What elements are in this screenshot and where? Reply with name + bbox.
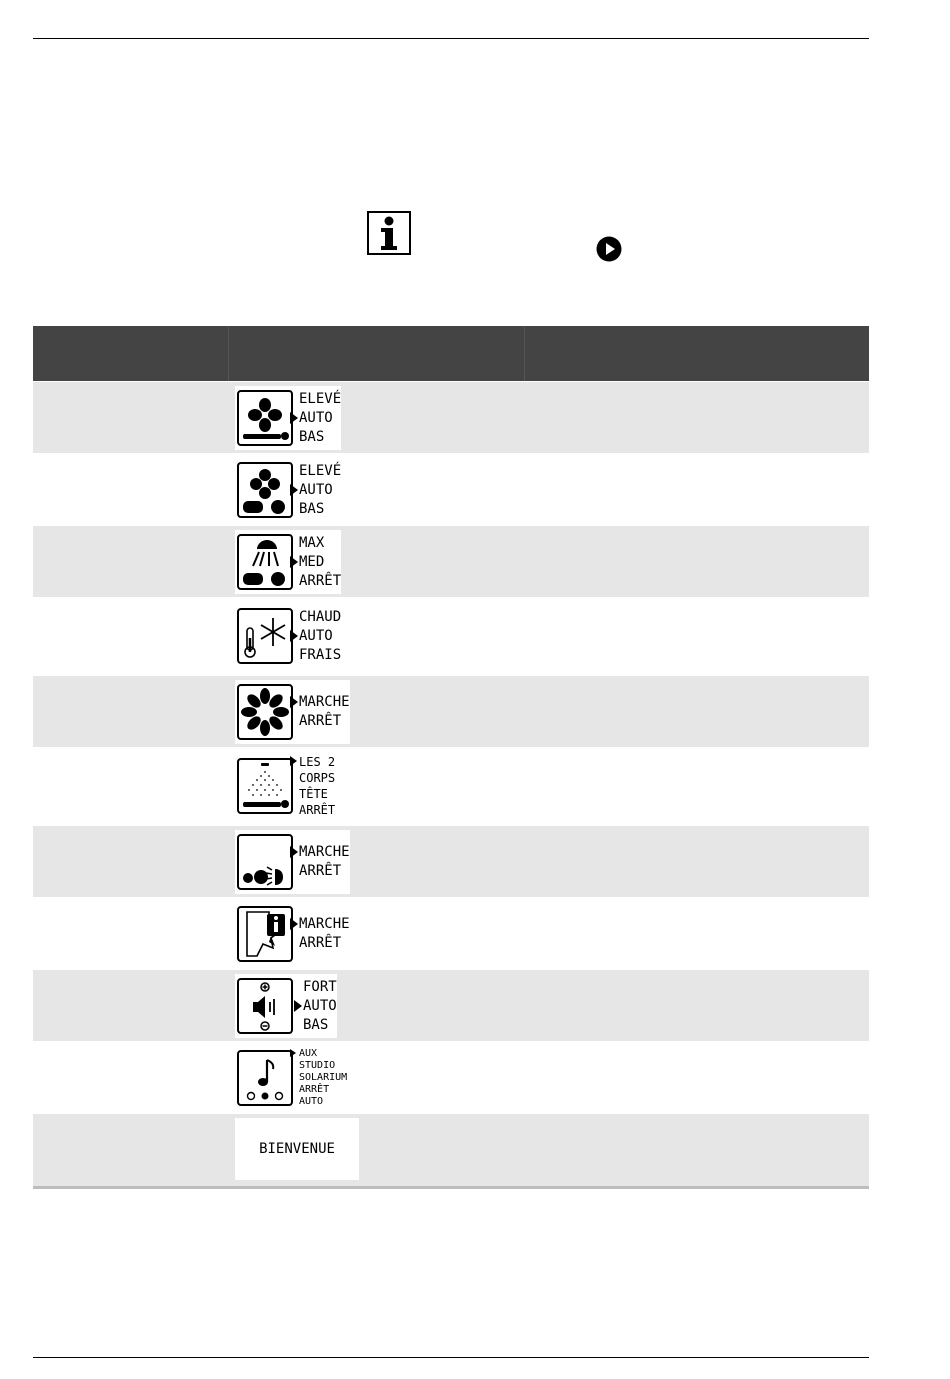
table-header — [33, 326, 869, 381]
lcd-display — [235, 386, 341, 450]
lights-icon — [237, 834, 293, 890]
lcd-options — [295, 843, 350, 881]
table-row — [33, 675, 869, 747]
lcd-options — [295, 390, 341, 447]
lcd-option: MAX — [299, 534, 325, 551]
selection-pointer-icon — [290, 846, 298, 858]
fan-speed-icon — [237, 390, 293, 446]
play-arrow-icon — [596, 236, 622, 262]
lcd-option: TÊTE — [299, 787, 328, 801]
lcd-option: BAS — [299, 428, 325, 445]
lcd-display — [235, 530, 341, 594]
lcd-display — [235, 830, 350, 894]
welcome-display: BIENVENUE — [235, 1118, 359, 1180]
volume-icon — [237, 978, 293, 1034]
table-row — [33, 453, 869, 525]
settings-table — [33, 326, 869, 1189]
lcd-option: MARCHE — [299, 844, 350, 860]
table-row — [33, 597, 869, 675]
lcd-options — [295, 462, 341, 519]
selection-pointer-icon — [290, 756, 297, 766]
music-icon — [237, 1050, 293, 1106]
selection-pointer-icon — [294, 1000, 302, 1012]
table-row — [33, 525, 869, 597]
zone-icon — [237, 758, 293, 814]
lcd-option: MED — [299, 553, 325, 570]
voice-info-icon — [237, 906, 293, 962]
lcd-option: STUDIO — [299, 1060, 336, 1071]
lcd-option: MARCHE — [299, 694, 350, 710]
lcd-option: AUTO — [299, 1096, 324, 1107]
lcd-options — [295, 978, 337, 1035]
lcd-option: BAS — [299, 500, 325, 517]
lcd-display — [235, 974, 337, 1038]
lcd-option: AUX — [299, 1048, 318, 1059]
selection-pointer-icon — [290, 412, 298, 424]
lcd-option: AUTO — [299, 481, 333, 498]
lcd-options — [295, 534, 341, 591]
lcd-option: ARRÊT — [299, 803, 336, 817]
lcd-display — [235, 1046, 347, 1110]
defrost-icon — [237, 534, 293, 590]
lcd-option: LES 2 — [299, 755, 336, 769]
fan-mode-icon — [237, 462, 293, 518]
selection-pointer-icon — [290, 696, 298, 708]
table-row — [33, 1113, 869, 1186]
header-rule — [33, 38, 869, 39]
lcd-option: MARCHE — [299, 916, 350, 932]
selection-pointer-icon — [290, 630, 298, 642]
lcd-option: ARRÊT — [299, 713, 342, 729]
lcd-display — [235, 604, 341, 668]
lcd-option: FRAIS — [299, 646, 342, 663]
lcd-option: ARRÊT — [299, 935, 342, 951]
selection-pointer-icon — [290, 918, 298, 930]
selection-pointer-icon — [290, 1049, 296, 1057]
footer-rule — [33, 1357, 869, 1358]
lcd-option: ARRÊT — [299, 1084, 330, 1095]
lcd-option: FORT — [303, 978, 337, 995]
table-row — [33, 897, 869, 969]
lcd-options — [295, 754, 335, 818]
lcd-display — [235, 754, 335, 818]
selection-pointer-icon — [290, 556, 298, 568]
lcd-option: BAS — [303, 1016, 329, 1033]
lcd-options — [295, 915, 350, 953]
lcd-options — [295, 693, 350, 731]
lcd-option: ARRÊT — [299, 572, 342, 589]
lcd-options — [295, 1048, 347, 1108]
table-row — [33, 1041, 869, 1113]
table-row — [33, 747, 869, 825]
lcd-option: ELEVÉ — [299, 390, 342, 407]
lcd-option: AUTO — [303, 997, 337, 1014]
table-row — [33, 381, 869, 453]
lcd-option: ELEVÉ — [299, 462, 342, 479]
table-row — [33, 969, 869, 1041]
temperature-icon — [237, 608, 293, 664]
lcd-option: AUTO — [299, 409, 333, 426]
table-row — [33, 825, 869, 897]
lcd-options — [295, 608, 341, 665]
table-bottom-rule — [33, 1186, 869, 1189]
lcd-display — [235, 902, 350, 966]
lcd-display — [235, 458, 341, 522]
lcd-option: CORPS — [299, 771, 336, 785]
lcd-option: ARRÊT — [299, 863, 342, 879]
lcd-option: AUTO — [299, 627, 333, 644]
lcd-display — [235, 680, 350, 744]
selection-pointer-icon — [290, 484, 298, 496]
info-icon — [367, 211, 411, 255]
lcd-option: CHAUD — [299, 608, 342, 625]
lcd-option: SOLARIUM — [299, 1072, 348, 1083]
flower-icon — [237, 684, 293, 740]
